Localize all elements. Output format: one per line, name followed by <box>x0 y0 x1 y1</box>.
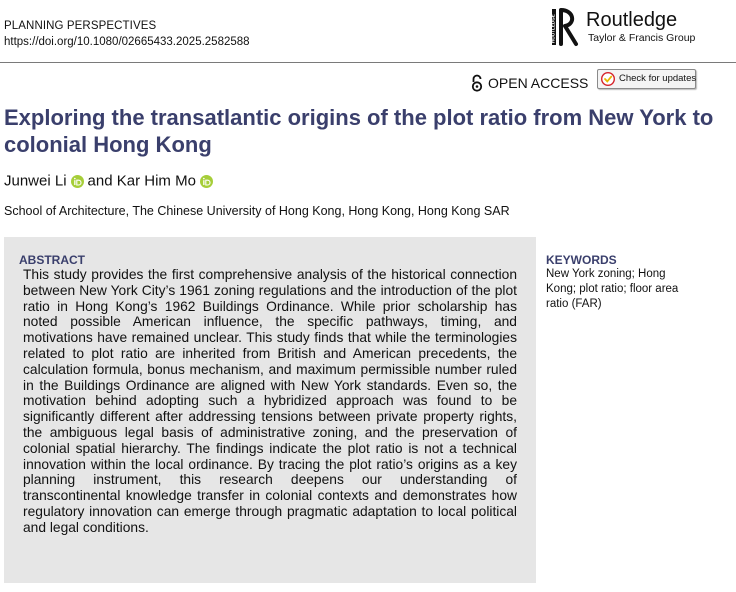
affiliation: School of Architecture, The Chinese University of Hong Kong, Hong Kong, Hong Kong SAR <box>4 204 510 218</box>
author-name[interactable]: Kar Him Mo <box>116 172 196 190</box>
orcid-icon[interactable] <box>71 175 84 188</box>
publisher-group: Taylor & Francis Group <box>588 32 696 44</box>
check-for-updates-label: Check for updates <box>619 73 697 84</box>
journal-name: PLANNING PERSPECTIVES <box>4 20 157 32</box>
keywords-text: New York zoning; Hong Kong; plot ratio; floor area ratio (FAR) <box>546 268 679 310</box>
paper-title: Exploring the transatlantic origins of the plot ratio from New York to colonial Hong Kong <box>4 105 714 157</box>
author-name[interactable]: Junwei Li <box>4 172 67 190</box>
keywords-heading: KEYWORDS <box>546 253 617 267</box>
routledge-logo-icon <box>552 7 582 47</box>
svg-text:ROUTLEDGE: ROUTLEDGE <box>550 14 556 43</box>
check-for-updates-button[interactable] <box>597 69 696 89</box>
publisher-logo <box>552 7 702 47</box>
author-list <box>4 172 217 190</box>
doi-link[interactable]: https://doi.org/10.1080/02665433.2025.2582588 <box>4 36 250 48</box>
orcid-icon[interactable] <box>200 175 213 188</box>
abstract-text: This study provides the first comprehensive analysis of the historical connection between New York City’s 1961 zoning regulations and the introduction of the plot ratio in Hong Kong’s 1962 Buildings Ordinance. While prior scholarship has noted possible American influence, the specific pathways, timing, and motivations have remained unclear. This study finds that while the terminologies related to plot ratio are inherited from British and American precedents, the calculation formula, bonus mechanism, and maximum permissible number ruled in the Buildings Ordinance are aligned with New York standards. Even so, the motivation behind adopting such a hybridized approach was found to be significantly different after addressing tensions between private property rights, the ambiguous legal basis of administrative zoning, and the preservation of colonial spatial hierarchy. The findings indicate the plot ratio is not a technical innovation within the local ordinance. By tracing the plot ratio’s origins as a key planning instrument, this research deepens our understanding of transcontinental knowledge transfer in colonial contexts and demonstrates how regulatory innovation can emerge through pragmatic adaptation to local political and legal conditions. <box>23 267 517 535</box>
abstract-heading: ABSTRACT <box>19 253 85 267</box>
open-access-label: OPEN ACCESS <box>488 75 589 91</box>
open-lock-icon <box>470 74 484 92</box>
author-separator: and <box>87 172 113 190</box>
crossmark-icon <box>601 72 615 86</box>
publisher-name: Routledge <box>586 9 678 31</box>
header-divider <box>0 62 736 63</box>
